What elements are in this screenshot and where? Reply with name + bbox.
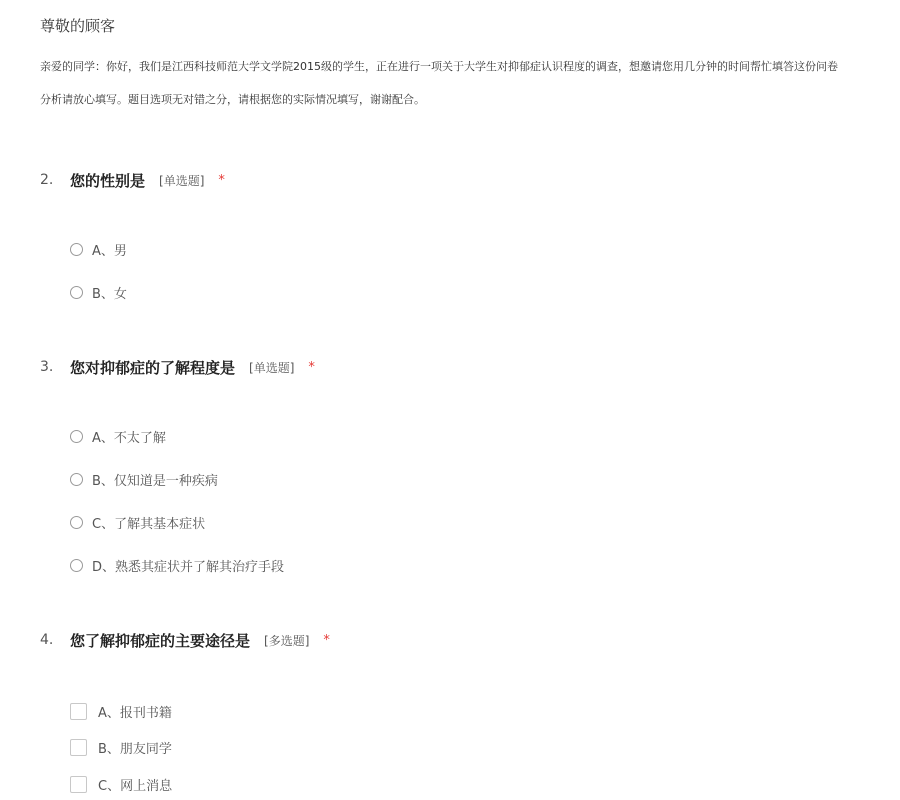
question-number: 2. bbox=[40, 172, 54, 188]
question-type: [单选题] bbox=[159, 173, 205, 188]
question-gender bbox=[40, 168, 225, 192]
required-mark: * bbox=[323, 632, 330, 648]
option-gender-female[interactable] bbox=[70, 281, 127, 303]
radio-icon[interactable] bbox=[70, 286, 83, 299]
survey-intro-line-1: 亲爱的同学：你好，我们是江西科技师范大学文学院2015级的学生，正在进行一项关于大学生对抑郁症认识程度的调查，想邀请您用几分钟的时间帮忙填答这份问卷 bbox=[40, 60, 838, 73]
survey-greeting: 尊敬的顾客 bbox=[40, 17, 116, 35]
option-source-c[interactable] bbox=[70, 773, 172, 795]
option-understanding-a[interactable] bbox=[70, 425, 166, 447]
option-label: A、报刊书籍 bbox=[98, 705, 172, 721]
radio-icon[interactable] bbox=[70, 516, 83, 529]
question-depression-understanding bbox=[40, 355, 315, 379]
question-number: 4. bbox=[40, 632, 54, 648]
option-gender-male[interactable] bbox=[70, 238, 127, 260]
option-label: A、不太了解 bbox=[92, 430, 166, 446]
survey-intro-line-2: 分析请放心填写。题目选项无对错之分，请根据您的实际情况填写，谢谢配合。 bbox=[40, 93, 425, 106]
radio-icon[interactable] bbox=[70, 430, 83, 443]
option-label: A、男 bbox=[92, 243, 127, 259]
required-mark: * bbox=[308, 359, 315, 375]
checkbox-icon[interactable] bbox=[70, 703, 87, 720]
radio-icon[interactable] bbox=[70, 243, 83, 256]
option-understanding-d[interactable] bbox=[70, 554, 284, 576]
question-title: 您对抑郁症的了解程度是 bbox=[70, 358, 236, 377]
question-title: 您了解抑郁症的主要途径是 bbox=[70, 631, 251, 650]
option-label: B、仅知道是一种疾病 bbox=[92, 473, 218, 489]
question-title: 您的性别是 bbox=[70, 171, 146, 190]
option-label: D、熟悉其症状并了解其治疗手段 bbox=[92, 559, 285, 575]
option-understanding-b[interactable] bbox=[70, 468, 218, 490]
option-label: C、了解其基本症状 bbox=[92, 516, 206, 532]
question-type: [单选题] bbox=[249, 360, 295, 375]
option-source-b[interactable] bbox=[70, 736, 172, 758]
checkbox-icon[interactable] bbox=[70, 776, 87, 793]
radio-icon[interactable] bbox=[70, 473, 83, 486]
option-label: C、网上消息 bbox=[98, 778, 173, 794]
option-understanding-c[interactable] bbox=[70, 511, 205, 533]
question-number: 3. bbox=[40, 359, 54, 375]
option-label: B、女 bbox=[92, 286, 127, 302]
radio-icon[interactable] bbox=[70, 559, 83, 572]
option-label: B、朋友同学 bbox=[98, 741, 172, 757]
checkbox-icon[interactable] bbox=[70, 739, 87, 756]
required-mark: * bbox=[218, 172, 225, 188]
option-source-a[interactable] bbox=[70, 700, 172, 722]
question-info-source bbox=[40, 628, 330, 652]
question-type: [多选题] bbox=[264, 633, 310, 648]
